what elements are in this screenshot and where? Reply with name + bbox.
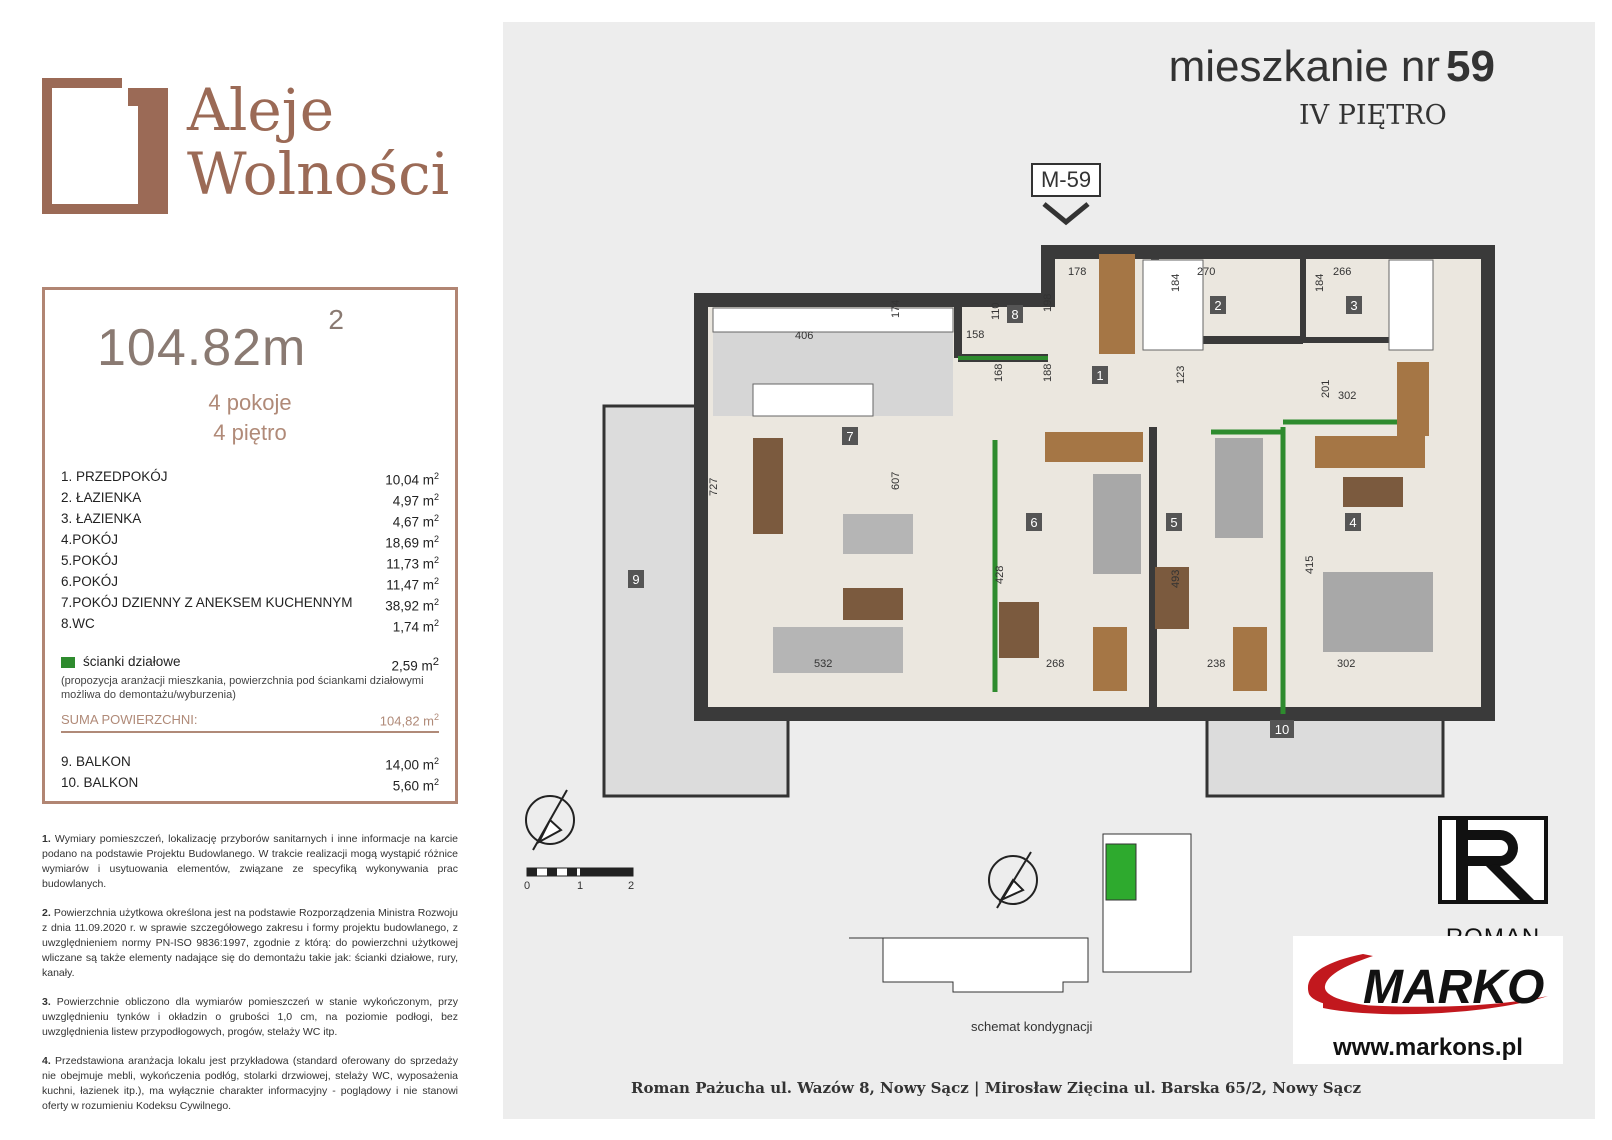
wardrobe-5 — [1233, 627, 1267, 691]
partition-note: (propozycja aranżacji mieszkania, powierzchnia pod ściankami działowymi możliwa do demontażu/wyburzenia) — [61, 675, 424, 701]
room-number-label: 8 — [1011, 307, 1019, 322]
sum-label: SUMA POWIERZCHNI: — [61, 712, 198, 727]
partition-swatch-icon — [61, 657, 75, 668]
brand-mark-icon — [42, 78, 172, 214]
footnote: 1. Wymiary pomieszczeń, lokalizację przyborów sanitarnych i inne informacje na karcie podano na podstawie Projektu Budowlanego. W trakcie realizacji mogą wystąpić różnice wymiarów i usytuowania elementów, związane ze specyfiką wykonywania prac budowlanych. — [42, 833, 459, 890]
entry-tag: M-59 — [1040, 167, 1092, 192]
dimension-label: 406 — [795, 330, 814, 342]
bathtub-3 — [1389, 260, 1433, 350]
brand-name-line1: Aleje — [187, 76, 335, 144]
dimension-label: 238 — [1207, 658, 1226, 670]
entry-arrow-icon — [1044, 204, 1088, 222]
schematic-caption: schemat kondygnacji — [971, 1019, 1093, 1034]
room-label: 6.POKÓJ — [61, 574, 119, 589]
balcony-area: 14,00 $m^2$ — [385, 756, 439, 773]
room-area: 11,73 $m^2$ — [386, 555, 439, 572]
desk-4 — [1343, 477, 1403, 507]
dimension-label: 188 — [1042, 363, 1054, 382]
room-area: 18,69 $m^2$ — [385, 534, 439, 551]
room-number-label: 5 — [1170, 515, 1178, 530]
apartment-summary-card — [42, 287, 458, 804]
partition-label: ścianki działowe — [61, 652, 181, 672]
total-area — [97, 303, 345, 378]
rooms-count: 4 pokoje — [208, 390, 292, 415]
bed-5 — [1215, 438, 1263, 538]
room-area: 4,67 $m^2$ — [392, 513, 439, 530]
brand-name-line2: Wolności — [187, 140, 450, 208]
dining-table — [753, 438, 783, 534]
room-area: 11,47 $m^2$ — [386, 576, 439, 593]
dimension-label: 123 — [1175, 365, 1187, 384]
room-number-label: 10 — [1274, 722, 1290, 737]
apartment-number: 59 — [1446, 42, 1495, 91]
roman-logo-icon — [1438, 816, 1548, 924]
sofa — [843, 514, 913, 554]
room-label: 1. PRZEDPOKÓJ — [61, 469, 168, 484]
dimension-label: 184 — [1314, 273, 1326, 292]
room-area: 38,92 $m^2$ — [385, 597, 439, 614]
room-row — [61, 571, 439, 592]
dimension-label: 158 — [966, 329, 985, 341]
dimension-label: 198 — [1042, 293, 1054, 312]
dimension-label: 607 — [890, 471, 902, 490]
partition-row — [61, 652, 439, 672]
total-area-value: 104.82m — [97, 319, 307, 377]
room-list — [61, 466, 439, 793]
scale-label: 0 — [524, 880, 531, 892]
room-row — [61, 487, 439, 508]
dimension-label: 727 — [708, 477, 720, 496]
marko-website: www.markons.pl — [1333, 1034, 1523, 1061]
room-number-label: 7 — [846, 429, 854, 444]
wardrobe-hall — [1099, 254, 1135, 354]
room-number-label: 4 — [1349, 515, 1357, 530]
balcony-row — [61, 772, 439, 793]
footnotes — [42, 832, 458, 1128]
floor-plan-panel — [503, 22, 1595, 1119]
wardrobe-6 — [1045, 432, 1143, 462]
room-label: 7.POKÓJ DZIENNY Z ANEKSEM KUCHENNYM — [61, 595, 353, 610]
wardrobe-4 — [1397, 362, 1429, 436]
room-number-label: 2 — [1214, 298, 1222, 313]
dimension-label: 415 — [1304, 555, 1316, 574]
footnote: 3. Powierzchnie obliczono dla wymiarów pomieszczeń w stanie wykończonym, przy uwzględnieniu tynków i okładzin o grubości 1,0 cm, na poziomie podłogi, bez uwzględnienia listew przypodłogowych, progów, stelaży WC itp. — [42, 996, 459, 1038]
footnote: 4. Przedstawiona aranżacja lokalu jest przykładowa (standard oferowany do sprzedaży nie obejmuje mebli, wykończenia podłóg, stolarki drzwiowej, stelaży WC, wyposażenia kuchni, łazienek itp.), ma wyłącznie charakter informacyjny - poglądowy i nie stanowi oferty w rozumieniu Kodeksu Cywilnego. — [42, 1055, 458, 1112]
floor-title: IV PIĘTRO — [1299, 100, 1447, 131]
room-area: 4,97 $m^2$ — [392, 492, 439, 509]
site-schematic-icon — [849, 834, 1191, 992]
dimension-label: 168 — [993, 363, 1005, 382]
developer-footer: Roman Pażucha ul. Wazów 8, Nowy Sącz | Mirosław Zięcina ul. Barska 65/2, Nowy Sącz — [631, 1079, 1361, 1097]
scale-bar-icon — [527, 868, 633, 876]
dimension-label: 184 — [1170, 273, 1182, 292]
bed-4 — [1323, 572, 1433, 652]
room-label: 4.POKÓJ — [61, 532, 119, 547]
kitchen-counter — [713, 308, 953, 332]
balcony-row — [61, 751, 439, 772]
north-arrow-icon — [526, 790, 574, 850]
room-number-label: 9 — [632, 572, 640, 587]
marko-logo — [1293, 936, 1563, 1064]
dimension-label: 428 — [994, 565, 1006, 584]
floor-number: 4 piętro — [213, 420, 287, 445]
dimension-label: 268 — [1046, 658, 1065, 670]
dimension-label: 270 — [1197, 266, 1216, 278]
room-row — [61, 529, 439, 550]
room-row — [61, 613, 439, 634]
corner-sofa — [773, 627, 903, 673]
footnote: 2. Powierzchnia użytkowa określona jest na podstawie Rozporządzenia Ministra Rozwoju z dnia 11.09.2020 r. w sprawie szczegółowego zakresu i formy projektu budowlanego, z uwzględnieniem normy PN-ISO 9836:1997, zgodnie z którą: do powierzchni użytkowej wliczane są także elementy nadające się do demontażu takie jak: ścianki działowe, rury, kanały. — [42, 907, 459, 979]
apartment-title-prefix: mieszkanie nr — [1168, 42, 1441, 91]
scale-label: 2 — [628, 880, 635, 892]
room-label: 8.WC — [61, 616, 95, 631]
total-area-unit: 2 — [328, 303, 345, 335]
room-label: 3. ŁAZIENKA — [61, 511, 142, 526]
marko-logo-name: MARKO — [1363, 961, 1545, 1014]
brand-name — [187, 78, 449, 206]
balcony-label: 10. BALKON — [61, 775, 139, 791]
balcony-list — [61, 751, 439, 793]
room-label: 5.POKÓJ — [61, 553, 119, 568]
coffee-table — [843, 588, 903, 620]
dimension-label: 532 — [814, 658, 833, 670]
room-number-label: 6 — [1030, 515, 1038, 530]
desk-6 — [999, 602, 1039, 658]
room-row — [61, 508, 439, 529]
dimension-label: 493 — [1170, 569, 1182, 588]
dimension-label: 302 — [1338, 390, 1357, 402]
sum-row — [61, 712, 439, 733]
bathtub-2 — [1143, 260, 1203, 350]
wardrobe-6b — [1093, 627, 1127, 691]
dimension-label: 266 — [1333, 266, 1352, 278]
wardrobe-4b — [1315, 436, 1425, 468]
balcony-label: 9. BALKON — [61, 754, 131, 770]
room-row — [61, 550, 439, 571]
partition-area: 2,59 $m^2$ — [391, 656, 439, 674]
room-area: 10,04 $m^2$ — [385, 471, 439, 488]
kitchen-island — [753, 384, 873, 416]
room-row — [61, 592, 439, 613]
bed-6 — [1093, 474, 1141, 574]
dimension-label: 110 — [990, 302, 1002, 320]
scale-label: 1 — [577, 880, 584, 892]
room-area: 1,74 $m^2$ — [392, 618, 439, 635]
balcony-10 — [1207, 714, 1443, 796]
sum-area: 104,82 $m^2$ — [379, 712, 439, 729]
room-row — [61, 466, 439, 487]
room-number-label: 1 — [1096, 368, 1104, 383]
dimension-label: 174 — [890, 299, 902, 318]
dimension-label: 201 — [1320, 379, 1332, 398]
room-number-label: 3 — [1350, 298, 1358, 313]
balcony-area: 5,60 $m^2$ — [392, 777, 439, 794]
dimension-label: 302 — [1337, 658, 1356, 670]
dimension-label: 178 — [1068, 266, 1087, 278]
room-label: 2. ŁAZIENKA — [61, 490, 142, 505]
